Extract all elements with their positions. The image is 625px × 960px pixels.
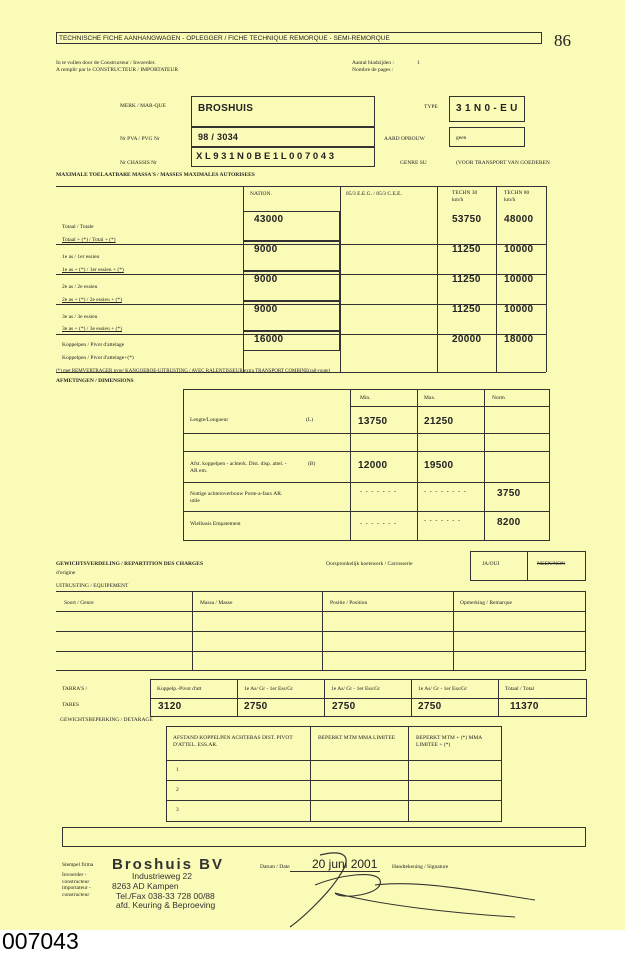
detarage-col-header: BEPERKT MTM MMA LIMITEE [318,735,396,741]
mass-t80: 48000 [504,214,534,225]
dim-norm: 3750 [497,488,521,499]
merk-label: MERK / MAR-QUE [120,103,166,109]
detarage-row-no: 2 [176,787,179,793]
chassis-label: Nr CHASSIS Nr [120,160,157,166]
mass-row-label: 3e as / 3e essieu [62,314,98,320]
distribution-heading: GEWICHTSVERDELING / REPARTITION DES CHARGES [56,561,204,567]
mass-t80: 10000 [504,274,534,285]
mass-nation: 9000 [254,244,278,255]
dim-max: - - - - - - - - [424,489,467,495]
genre-value: (VOOR TRANSPORT VAN GOEDEREN [456,160,550,166]
dim-row-label: Wielbasis Empatement [190,521,241,527]
mass-row-sub: 1e as + (*) / 1er essieu + (*) [62,267,124,273]
equip-col-header: Massa / Masse [200,600,233,606]
masses-col-line-5 [546,186,547,372]
chassis-value: X L 9 3 1 N 0 B E 1 L 0 0 7 0 4 3 [196,151,335,162]
image-caption: 007043 [2,928,79,954]
dim-col-line [484,389,485,541]
tares-col-header: Koppelp.-Pivot d'att [157,686,202,692]
mass-nation: 16000 [254,334,284,345]
dim-row-code: (B) [308,461,316,467]
dim-norm: 8200 [497,517,521,528]
dim-min: 12000 [358,460,388,471]
mass-t80: 10000 [504,304,534,315]
stamp-address2: 8263 AD Kampen [112,881,179,891]
header-title: TECHNISCHE FICHE AANHANGWAGEN - OPLEGGER / FICHE TECHNIQUE REMORQUE - SEMI-REMORQUE [59,34,390,42]
mass-t80: 10000 [504,244,534,255]
dim-row-rule [183,511,550,512]
pva-label: Nr PVA / PVG Nr [120,136,160,142]
mass-t30: 53750 [452,214,482,225]
mass-row-sub: 2e as + (*) / 2e essieu + (*) [62,297,122,303]
tares-col-header: 1e As/ Gr - 1er Ess/Gr [331,686,381,692]
handwritten-signature [280,845,550,930]
mass-t30: 20000 [452,334,482,345]
mass-row-label: 2e as / 2e essieu [62,284,98,290]
tares-col-line [237,679,238,717]
dim-max: 21250 [424,416,454,427]
type-value: 3 1 N 0 - E U [456,103,518,114]
detarage-heading: GEWICHTSBEPERKING / DETARAGE [60,717,153,723]
mass-t30: 11250 [452,244,481,255]
signature-label: Handtekening / Signature [392,864,449,870]
tares-col-line [324,679,325,717]
detarage-col-line [408,726,409,822]
equip-col-header: Soort / Genre [64,600,94,606]
stamp-sub: Invoerder - constructeur importateur - constructeur [62,872,91,898]
dim-max: 19500 [424,460,454,471]
pages-label-fr: Nombre de pages : [352,67,394,73]
fill-instruction-fr: A remplir par le CONSTRUCTEUR / IMPORTATEUR [56,67,179,73]
equip-col-line [453,591,454,671]
tares-label-nl: TARRA'S / [62,686,88,692]
detarage-row-no: 1 [176,767,179,773]
dim-max: - - - - - - - [424,518,461,524]
pages-value: 1 [417,60,420,66]
dim-min: - - - - - - - [360,489,397,495]
mass-nation: 9000 [254,304,278,315]
mass-row-sub: Totaal + (*) / Total + (*) [62,237,116,243]
dimensions-heading: AFMETINGEN / DIMENSIONS [56,378,134,384]
tare-value: 2750 [332,701,356,712]
tare-value: 2750 [244,701,268,712]
equip-col-header: Positie / Position [330,600,368,606]
merk-value: BROSHUIS [198,103,254,114]
dim-col-max: Max. [424,395,436,401]
mass-row-label: Koppelpen / Pivot d'attelage [62,342,125,348]
equip-col-line [192,591,193,671]
dim-min: 13750 [358,416,388,427]
tare-value: 3120 [158,701,182,712]
detarage-rule [166,760,502,761]
tares-col-line [498,679,499,717]
stamp-address1: Industrieweg 22 [132,871,193,881]
dim-row-rule [183,482,550,483]
dim-row-code: (L) [306,417,314,423]
stamp-label: Stempel firma [62,862,94,868]
dim-row-label: Afst. koppelpen - achterk. Dist. disp. attel. - AR em. [190,461,287,474]
date-label: Datum / Date [260,864,290,870]
masses-top-rule [56,186,546,187]
equip-row-rule [56,631,586,632]
detarage-rule [166,800,502,801]
type-label: TYPE [424,104,438,110]
masses-col-line-3 [437,186,438,372]
mass-row-label: 1e as / 1er essieu [62,254,100,260]
genre-label: GENRE SU [400,160,427,166]
detarage-rule [166,780,502,781]
mass-nation: 43000 [254,214,284,225]
date-value: 20 juni 2001 [312,857,378,871]
aard-label: AARD OPBOUW [384,136,425,142]
dim-col-min: Min. [360,395,371,401]
dim-col-line [350,389,351,541]
col-techn30: TECHN 30 km/h [452,190,478,203]
detarage-col-line [310,726,311,822]
fill-instruction-nl: In te vullen door de Constructeur / Invoerder. [56,60,156,66]
distribution-origine: d'origine [56,570,76,576]
dim-min: - - - - - - - [360,521,397,527]
stamp-phone: Tel./Fax 038-33 728 00/88 [116,891,215,901]
pages-label-nl: Aantal bladzijden : [352,60,394,66]
mass-row-label: Totaal / Totale [62,224,94,230]
detarage-col-header: AFSTAND KOPPELPEN ACHTERAS DIST. PIVOT D'ATTEL. ESS.AR. [173,735,293,748]
equip-row-rule [56,651,586,652]
equip-col-header: Opmerking / Remarque [460,600,512,606]
ja-neen-divider [527,551,528,581]
equipment-heading: UITRUSTING / EQUIPEMENT [56,583,129,589]
detarage-row-no: 3 [176,807,179,813]
tares-col-line [411,679,412,717]
dim-header-rule [350,406,550,407]
mass-t30: 11250 [452,274,481,285]
dim-row-label: Nuttige achteroverbouw Porte-a-faux AR. utile [190,491,283,504]
dim-row-label: Lengte/Longueur [190,417,229,423]
detarage-col-header: BEPERKT MTM + (*) MMA LIMITEE + (*) [416,735,482,748]
tare-value: 11370 [510,701,539,712]
masses-heading: MAXIMALE TOELAATBARE MASSA'S / MASSES MAXIMALES AUTORISEES [56,172,255,178]
tares-label-fr: TARES [62,702,79,708]
page-number: 86 [554,31,571,50]
dim-row-rule [183,451,550,452]
col-techn80: TECHN 80 km/h [504,190,530,203]
col-nation: NATION. [250,191,272,197]
dim-col-line [417,389,418,541]
tares-col-header: Totaal / Total [505,686,535,692]
equip-row-rule [56,611,586,612]
mass-nation: 9000 [254,274,278,285]
tares-col-header: 1e As/ Gr - 1er Ess/Gr [418,686,468,692]
header-title-box [56,32,542,44]
mass-row-sub: 3e as + (*) / 3e essieu + (*) [62,326,122,332]
pva-value: 98 / 3034 [198,132,239,142]
ja-option: JA/OUI [482,561,500,567]
masses-col-line-4 [496,186,497,372]
aard-value: geen [456,135,467,141]
equip-col-line [322,591,323,671]
masses-footnote: (*) met REMVERTRAGER pyre/ KANGOEROE-UITRUSTING / AVEC RALENTISSEUR extra TRANSPORT COMBINE(rail-route) [56,369,331,374]
tares-header-rule [150,698,587,699]
mass-row-sub: Koppelpen / Pivot d'attelage+(*) [62,355,134,361]
dim-col-norm: Norm [492,395,505,401]
mass-t30: 11250 [452,304,481,315]
dim-row-rule [183,433,550,434]
stamp-dept: afd. Keuring & Beproeving [116,900,216,910]
remarks-box [62,827,586,847]
col-eec: 85/3 E.E.G. / 85/3 C.E.E. [346,191,402,197]
mass-t80: 18000 [504,334,534,345]
neen-option: NEEN/NON [537,561,566,567]
carrosserie-label: Oorspronkelijk koetswerk / Carrosserie [326,561,413,567]
masses-col-line-2 [340,186,341,372]
tares-col-header: 1e As/ Gr - 1er Ess/Gr [244,686,294,692]
tare-value: 2750 [418,701,442,712]
stamp-company: Broshuis BV [112,856,225,873]
